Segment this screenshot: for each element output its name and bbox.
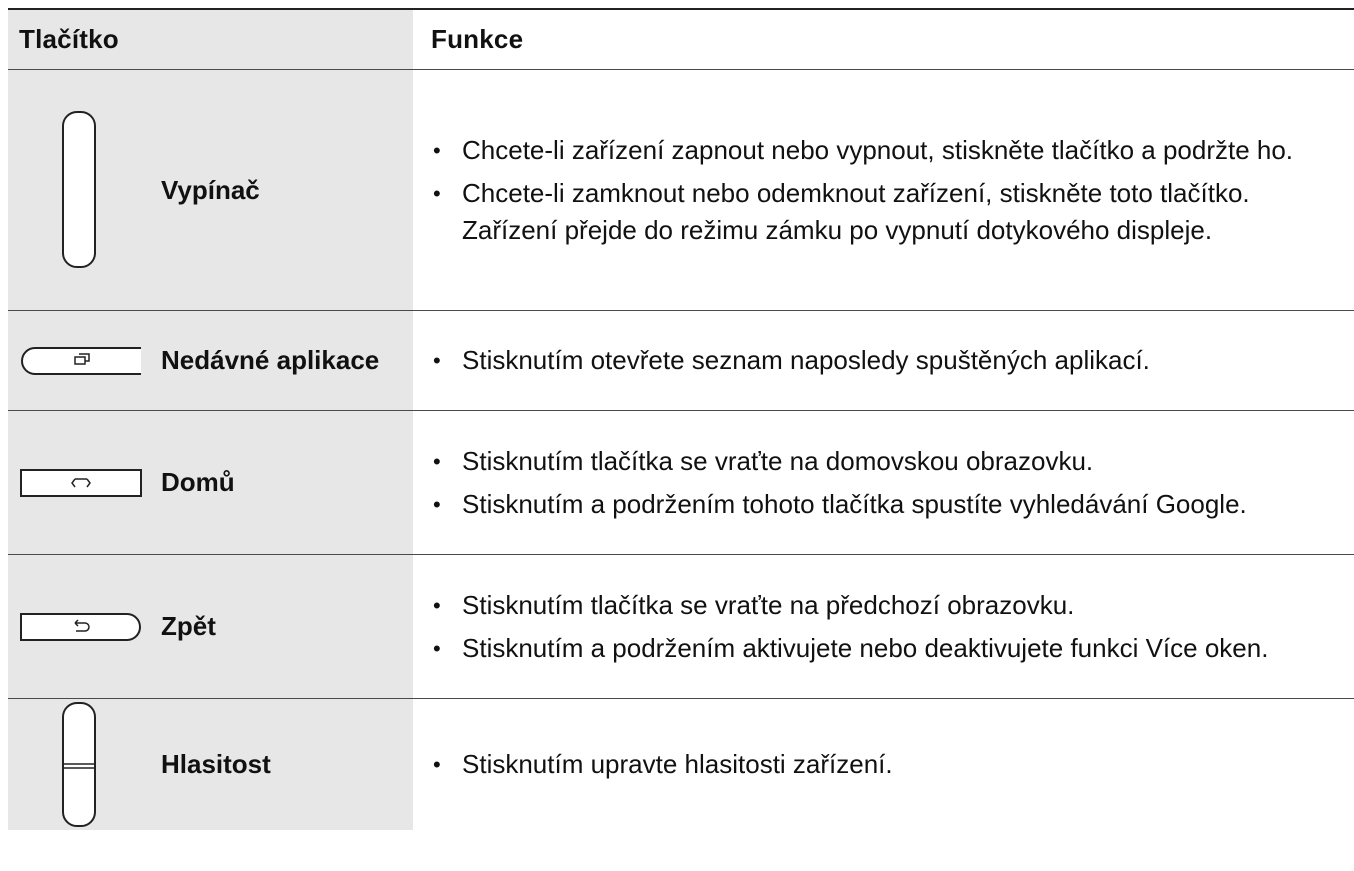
bullet: • xyxy=(433,348,441,373)
function-cell xyxy=(413,699,1354,830)
button-name: Hlasitost xyxy=(161,749,271,779)
list-item-text: Stisknutím tlačítka se vraťte na předchozí obrazovku. xyxy=(462,589,1075,620)
header-button-label: Tlačítko xyxy=(19,24,119,54)
button-name: Zpět xyxy=(161,611,216,641)
button-cell xyxy=(8,70,413,310)
list-item-text: Chcete-li zařízení zapnout nebo vypnout, stiskněte tlačítko a podržte ho. xyxy=(462,134,1294,165)
list-item xyxy=(431,443,1354,480)
list-item-text: Chcete-li zamknout nebo odemknout zařízení, stiskněte toto tlačítko. Zařízení přejde do režimu zámku po vypnutí dotykového displeje. xyxy=(462,177,1250,245)
button-name: Vypínač xyxy=(161,174,260,205)
power-key-icon xyxy=(8,70,153,310)
list-item xyxy=(431,132,1354,169)
bullet: • xyxy=(433,448,441,474)
table-row xyxy=(8,555,1354,699)
function-cell xyxy=(413,311,1354,410)
bullet: • xyxy=(433,635,441,661)
list-item-text: Stisknutím a podržením tohoto tlačítka spustíte vyhledávání Google. xyxy=(462,488,1247,519)
button-cell xyxy=(8,311,413,410)
volume-key-icon xyxy=(8,699,153,830)
button-cell xyxy=(8,699,413,830)
list-item-text: Stisknutím a podržením aktivujete nebo deaktivujete funkci Více oken. xyxy=(462,632,1269,663)
list-item xyxy=(431,746,1354,783)
header-function-column xyxy=(413,10,1354,69)
table-header xyxy=(8,10,1354,70)
bullet: • xyxy=(433,180,441,206)
list-item xyxy=(431,175,1354,249)
button-cell xyxy=(8,555,413,698)
button-cell xyxy=(8,411,413,554)
bullet: • xyxy=(433,592,441,618)
button-function-table xyxy=(8,8,1354,830)
bullet: • xyxy=(433,752,441,777)
list-item-text: Stisknutím otevřete seznam naposledy spuštěných aplikací. xyxy=(462,345,1150,375)
table-row xyxy=(8,699,1354,830)
function-cell xyxy=(413,70,1354,310)
list-item-text: Stisknutím tlačítka se vraťte na domovskou obrazovku. xyxy=(462,445,1094,476)
header-button-column xyxy=(8,10,413,69)
list-item xyxy=(431,342,1354,379)
list-item xyxy=(431,486,1354,523)
header-function-label: Funkce xyxy=(431,24,524,54)
bullet: • xyxy=(433,491,441,517)
list-item xyxy=(431,587,1354,624)
button-name: Nedávné aplikace xyxy=(161,345,380,375)
recent-apps-key-icon xyxy=(8,311,153,410)
table-row xyxy=(8,411,1354,555)
bullet: • xyxy=(433,137,441,163)
button-name: Domů xyxy=(161,467,235,497)
table-row xyxy=(8,70,1354,311)
function-cell xyxy=(413,411,1354,554)
function-cell xyxy=(413,555,1354,698)
home-key-icon xyxy=(8,411,153,554)
table-row xyxy=(8,311,1354,411)
list-item xyxy=(431,630,1354,667)
list-item-text: Stisknutím upravte hlasitosti zařízení. xyxy=(462,749,893,779)
back-key-icon xyxy=(8,555,153,698)
